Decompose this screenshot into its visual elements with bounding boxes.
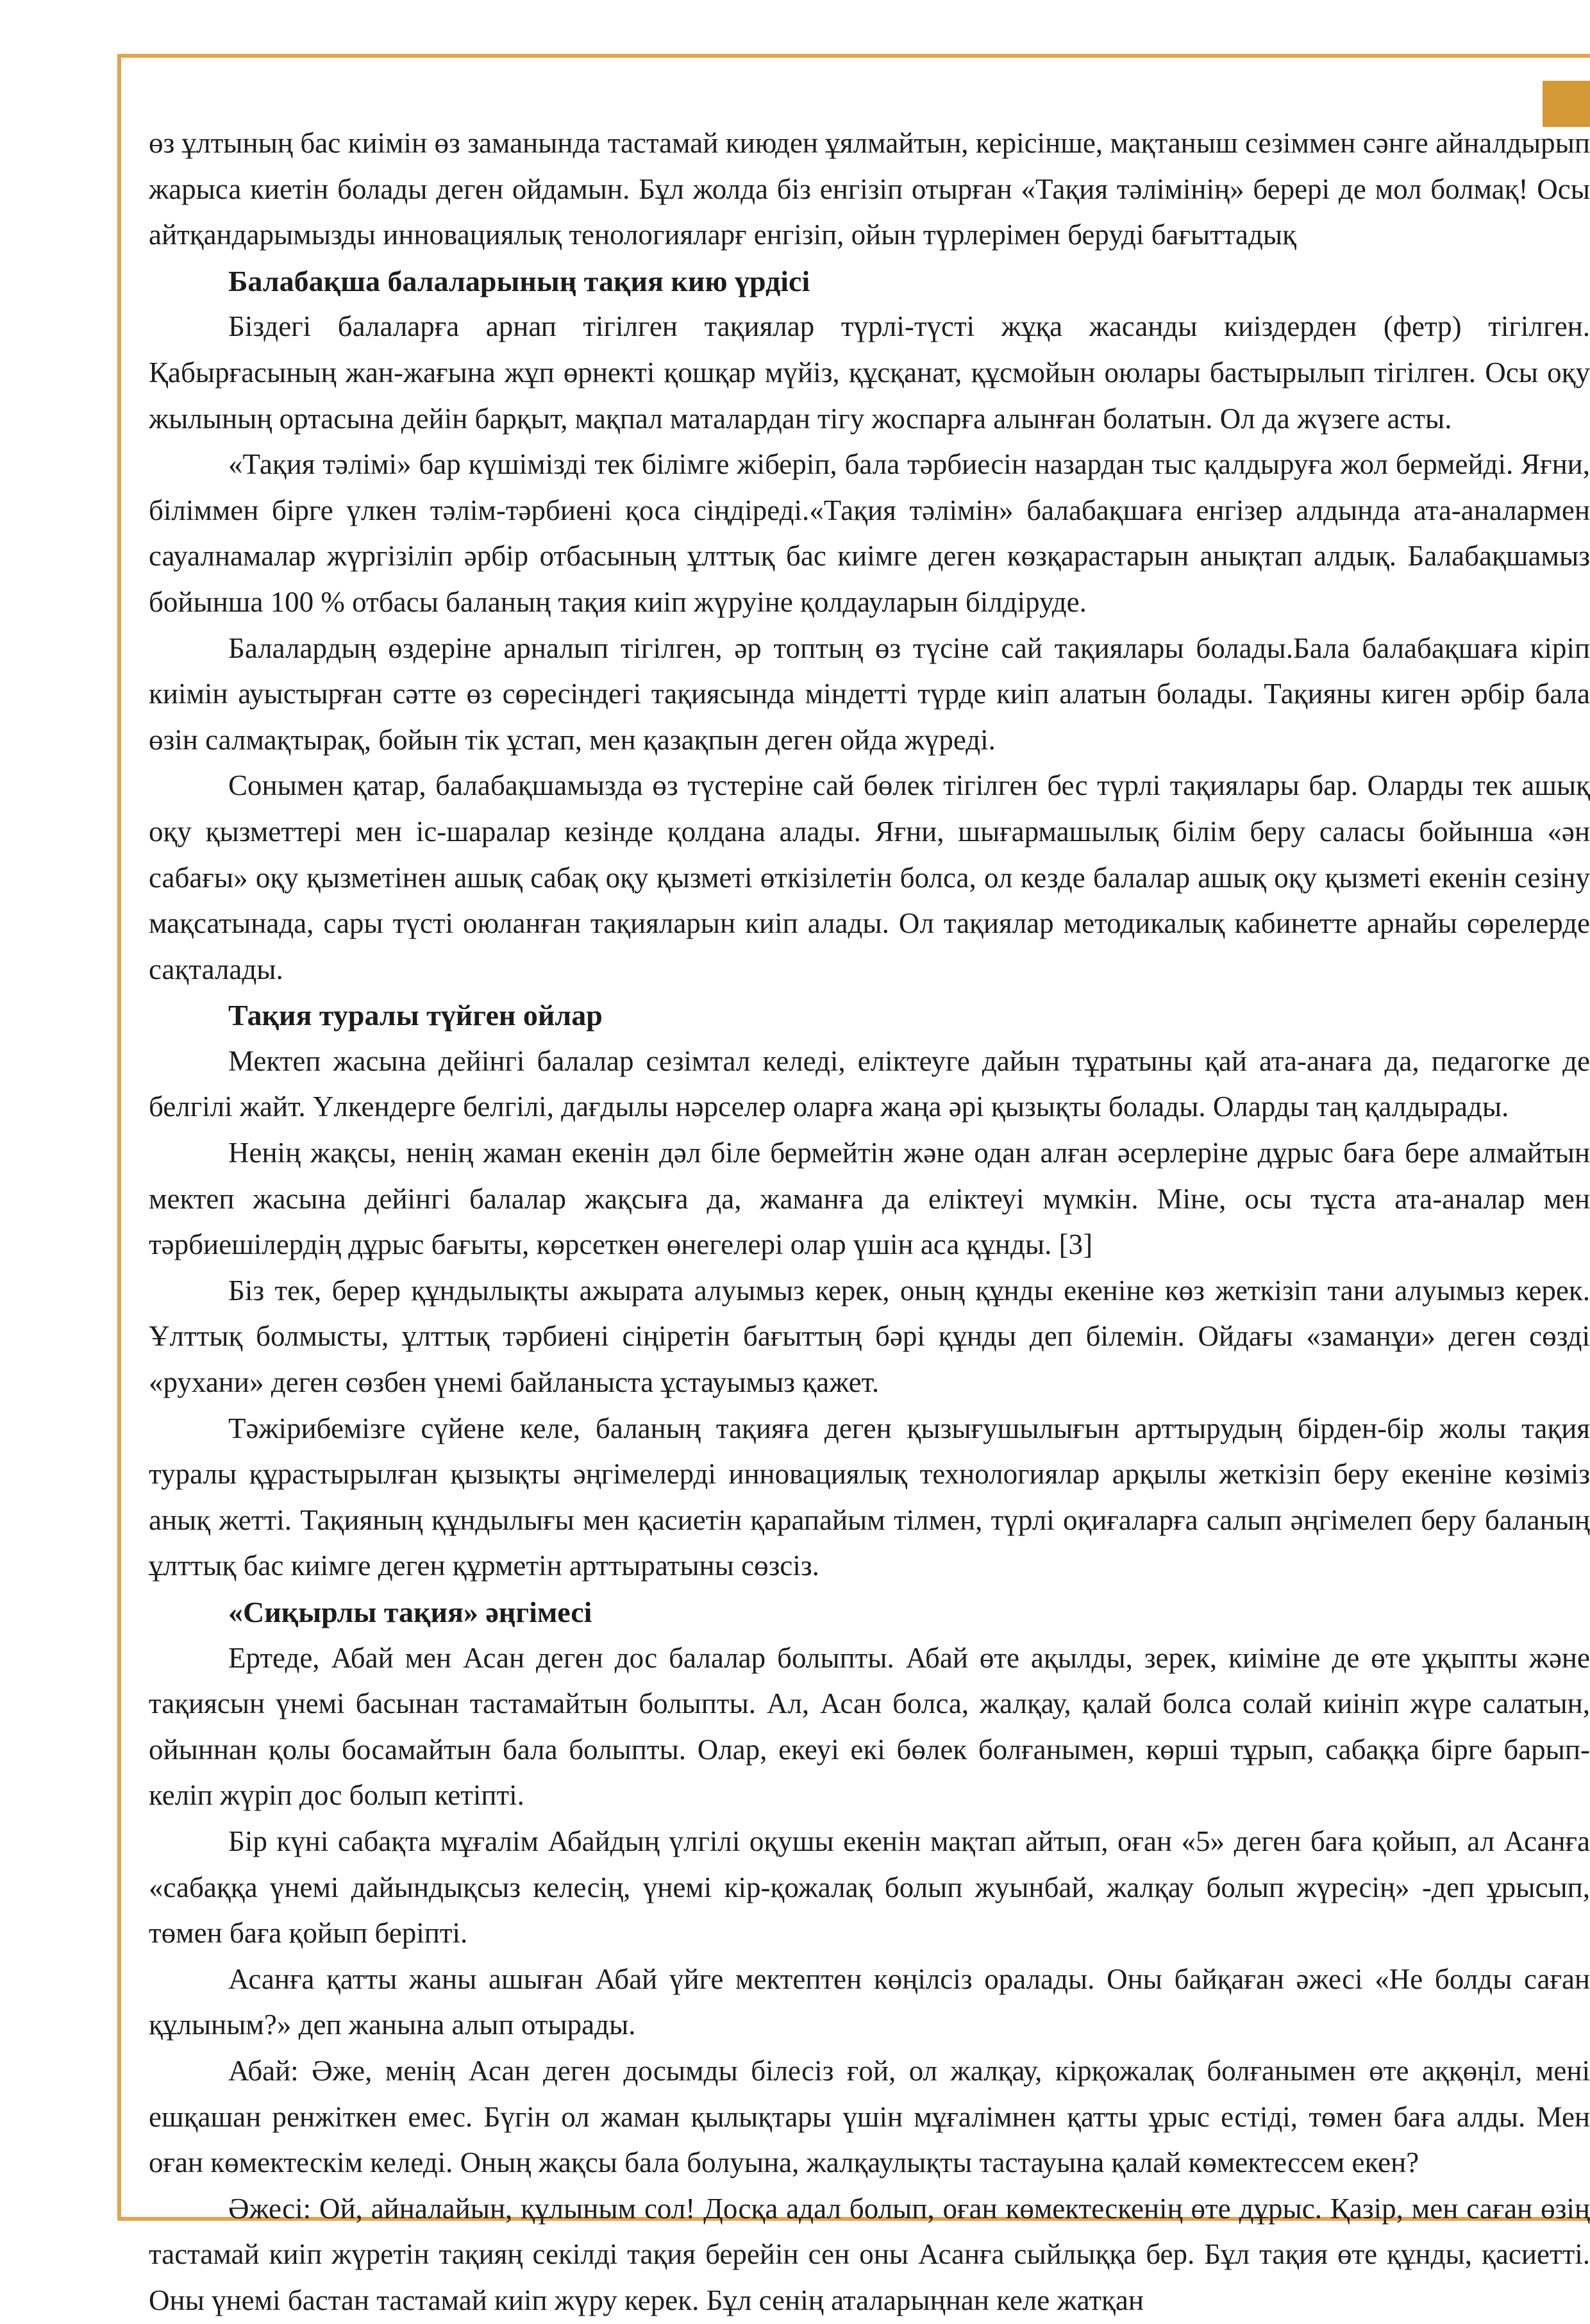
paragraph: Біз тек, берер құндылықты ажырата алуымыз керек, оның құнды екеніне көз жеткізіп тани алуымыз керек. Ұлттық болмысты, ұлттық тәрбиені сіңіретін бағыттың бәрі құнды деп білемін. Ойдағы «заманұи» деген сөзді «рухани» деген сөзбен үнемі байланыста ұстауымыз қажет.	[149, 1274, 1590, 1399]
document-body	[149, 121, 1590, 2324]
section-heading-story: «Сиқырлы тақия» әңгімесі	[228, 1596, 592, 1628]
paragraph: «Тақия тәлімі» бар күшімізді тек білімге жіберіп, бала тәрбиесін назардан тыс қалдыруға жол бермейді. Яғни, біліммен бірге үлкен тәлім-тәрбиені қоса сіңдіреді.«Тақия тәлімін» балабақшаға енгізер алдында ата-аналармен сауалнамалар жүргізіліп әрбір отбасының ұлттық бас киімге деген көзқарастарын анықтап алдық. Балабақшамыз бойынша 100 % отбасы баланың тақия киіп жүруіне қолдауларын білдіруде.	[149, 448, 1590, 618]
section-heading-thoughts: Тақия туралы түйген ойлар	[228, 999, 603, 1032]
paragraph: Сонымен қатар, балабақшамызда өз түстеріне сай бөлек тігілген бес түрлі тақиялары бар. Оларды тек ашық оқу қызметтері мен іс-шаралар кезінде қолдана алады. Яғни, шығармашылық білім беру саласы бойынша «ән сабағы» оқу қызметінен ашық сабақ оқу қызметі өткізілетін болса, ол кезде балалар ашық оқу қызметі екенін сезіну мақсатынада, сары түсті оюланған тақияларын киіп алады. Ол тақиялар методикалық кабинетте арнайы сөрелерде сақталады.	[149, 769, 1590, 985]
paragraph: Балалардың өздеріне арналып тігілген, әр топтың өз түсіне сай тақиялары болады.Бала балабақшаға кіріп киімін ауыстырған сәтте өз сөресіндегі тақиясында міндетті түрде киіп алатын болады. Тақияны киген әрбір бала өзін салмақтырақ, бойын тік ұстап, мен қазақпын деген ойда жүреді.	[149, 631, 1590, 756]
paragraph: Ненің жақсы, ненің жаман екенін дәл біле бермейтін және одан алған әсерлеріне дұрыс баға бере алмайтын мектеп жасына дейінгі балалар жақсыға да, жаманға да еліктеуі мүмкін. Міне, осы тұста ата-аналар мен тәрбиешілердің дұрыс бағыты, көрсеткен өнегелері олар үшін аса құнды. [3]	[149, 1137, 1590, 1261]
paragraph: Әжесі: Ой, айналайын, құлыным сол! Досқа адал болып, оған көмектескенің өте дұрыс. Қазір, мен саған өзің тастамай киіп жүретін тақияң секілді тақия берейін сен оны Асанға сыйлыққа бер. Бұл тақия өте құнды, қасиетті. Оны үнемі бастан тастамай киіп жүру керек. Бұл сенің аталарыңнан келе жатқан	[149, 2192, 1590, 2316]
paragraph: Абай: Әже, менің Асан деген досымды білесіз ғой, ол жалқау, кірқожалақ болғанымен өте аққөңіл, мені ешқашан ренжіткен емес. Бүгін ол жаман қылықтары үшін мұғалімнен қатты ұрыс естіді, төмен баға алды. Мен оған көмектескім келеді. Оның жақсы бала болуына, жалқаулықты тастауына қалай көмектессем екен?	[149, 2054, 1590, 2179]
section-heading-kindergarten: Балабақша балаларының тақия кию үрдісі	[228, 264, 810, 297]
paragraph: Тәжірибемізге сүйене келе, баланың тақияға деген қызығушылығын арттырудың бірден-бір жолы тақия туралы құрастырылған қызықты әңгімелерді инновациялық технологиялар арқылы жеткізіп беру екеніне көзіміз анық жетті. Тақияның құндылығы мен қасиетін қарапайым тілмен, түрлі оқиғаларға салып әңгімелеп беру баланың ұлттық бас киімге деген құрметін арттыратыны сөзсіз.	[149, 1412, 1590, 1582]
paragraph: Ертеде, Абай мен Асан деген дос балалар болыпты. Абай өте ақылды, зерек, киіміне де өте ұқыпты және тақиясын үнемі басынан тастамайтын болыпты. Ал, Асан болса, жалқау, қалай болса солай киініп жүре салатын, ойыннан қолы босамайтын бала болыпты. Олар, екеуі екі бөлек болғанымен, көрші тұрып, сабаққа бірге барып-келіп жүріп дос болып кетіпті.	[149, 1641, 1590, 1812]
paragraph: Асанға қатты жаны ашыған Абай үйге мектептен көңілсіз оралады. Оны байқаған әжесі «Не болды саған құлыным?» деп жанына алып отырады.	[149, 1962, 1590, 2041]
paragraph: Біздегі балаларға арнап тігілген тақиялар түрлі-түсті жұқа жасанды киіздерден (фетр) тігілген. Қабырғасының жан-жағына жұп өрнекті қошқар мүйіз, құсқанат, құсмойын оюлары бастырылып тігілген. Осы оқу жылының ортасына дейін барқыт, мақпал маталардан тігу жоспарға алынған болатын. Ол да жүзеге асты.	[149, 310, 1590, 435]
paragraph: Мектеп жасына дейінгі балалар сезімтал келеді, еліктеуге дайын тұратыны қай ата-анаға да, педагогке де белгілі жайт. Үлкендерге белгілі, дағдылы нәрселер оларға жаңа әрі қызықты болады. Оларды таң қалдырады.	[149, 1044, 1590, 1123]
intro-paragraph: өз ұлтының бас киімін өз заманында тастамай киюден ұялмайтын, керісінше, мақтаныш сезіммен сәнге айналдырып жарыса киетін болады деген ойдамын. Бұл жолда біз енгізіп отырған «Тақия тәлімінің» берері де мол болмақ! Осы айтқандарымызды инновациялық тенологияларғ енгізіп, ойын түрлерімен беруді бағыттадық	[149, 127, 1590, 251]
paragraph: Бір күні сабақта мұғалім Абайдың үлгілі оқушы екенін мақтап айтып, оған «5» деген баға қойып, ал Асанға «сабаққа үнемі дайындықсыз келесің, үнемі кір-қожалақ болып жуынбай, жалқау болып жүресің» -деп ұрысып, төмен баға қойып беріпті.	[149, 1825, 1590, 1950]
